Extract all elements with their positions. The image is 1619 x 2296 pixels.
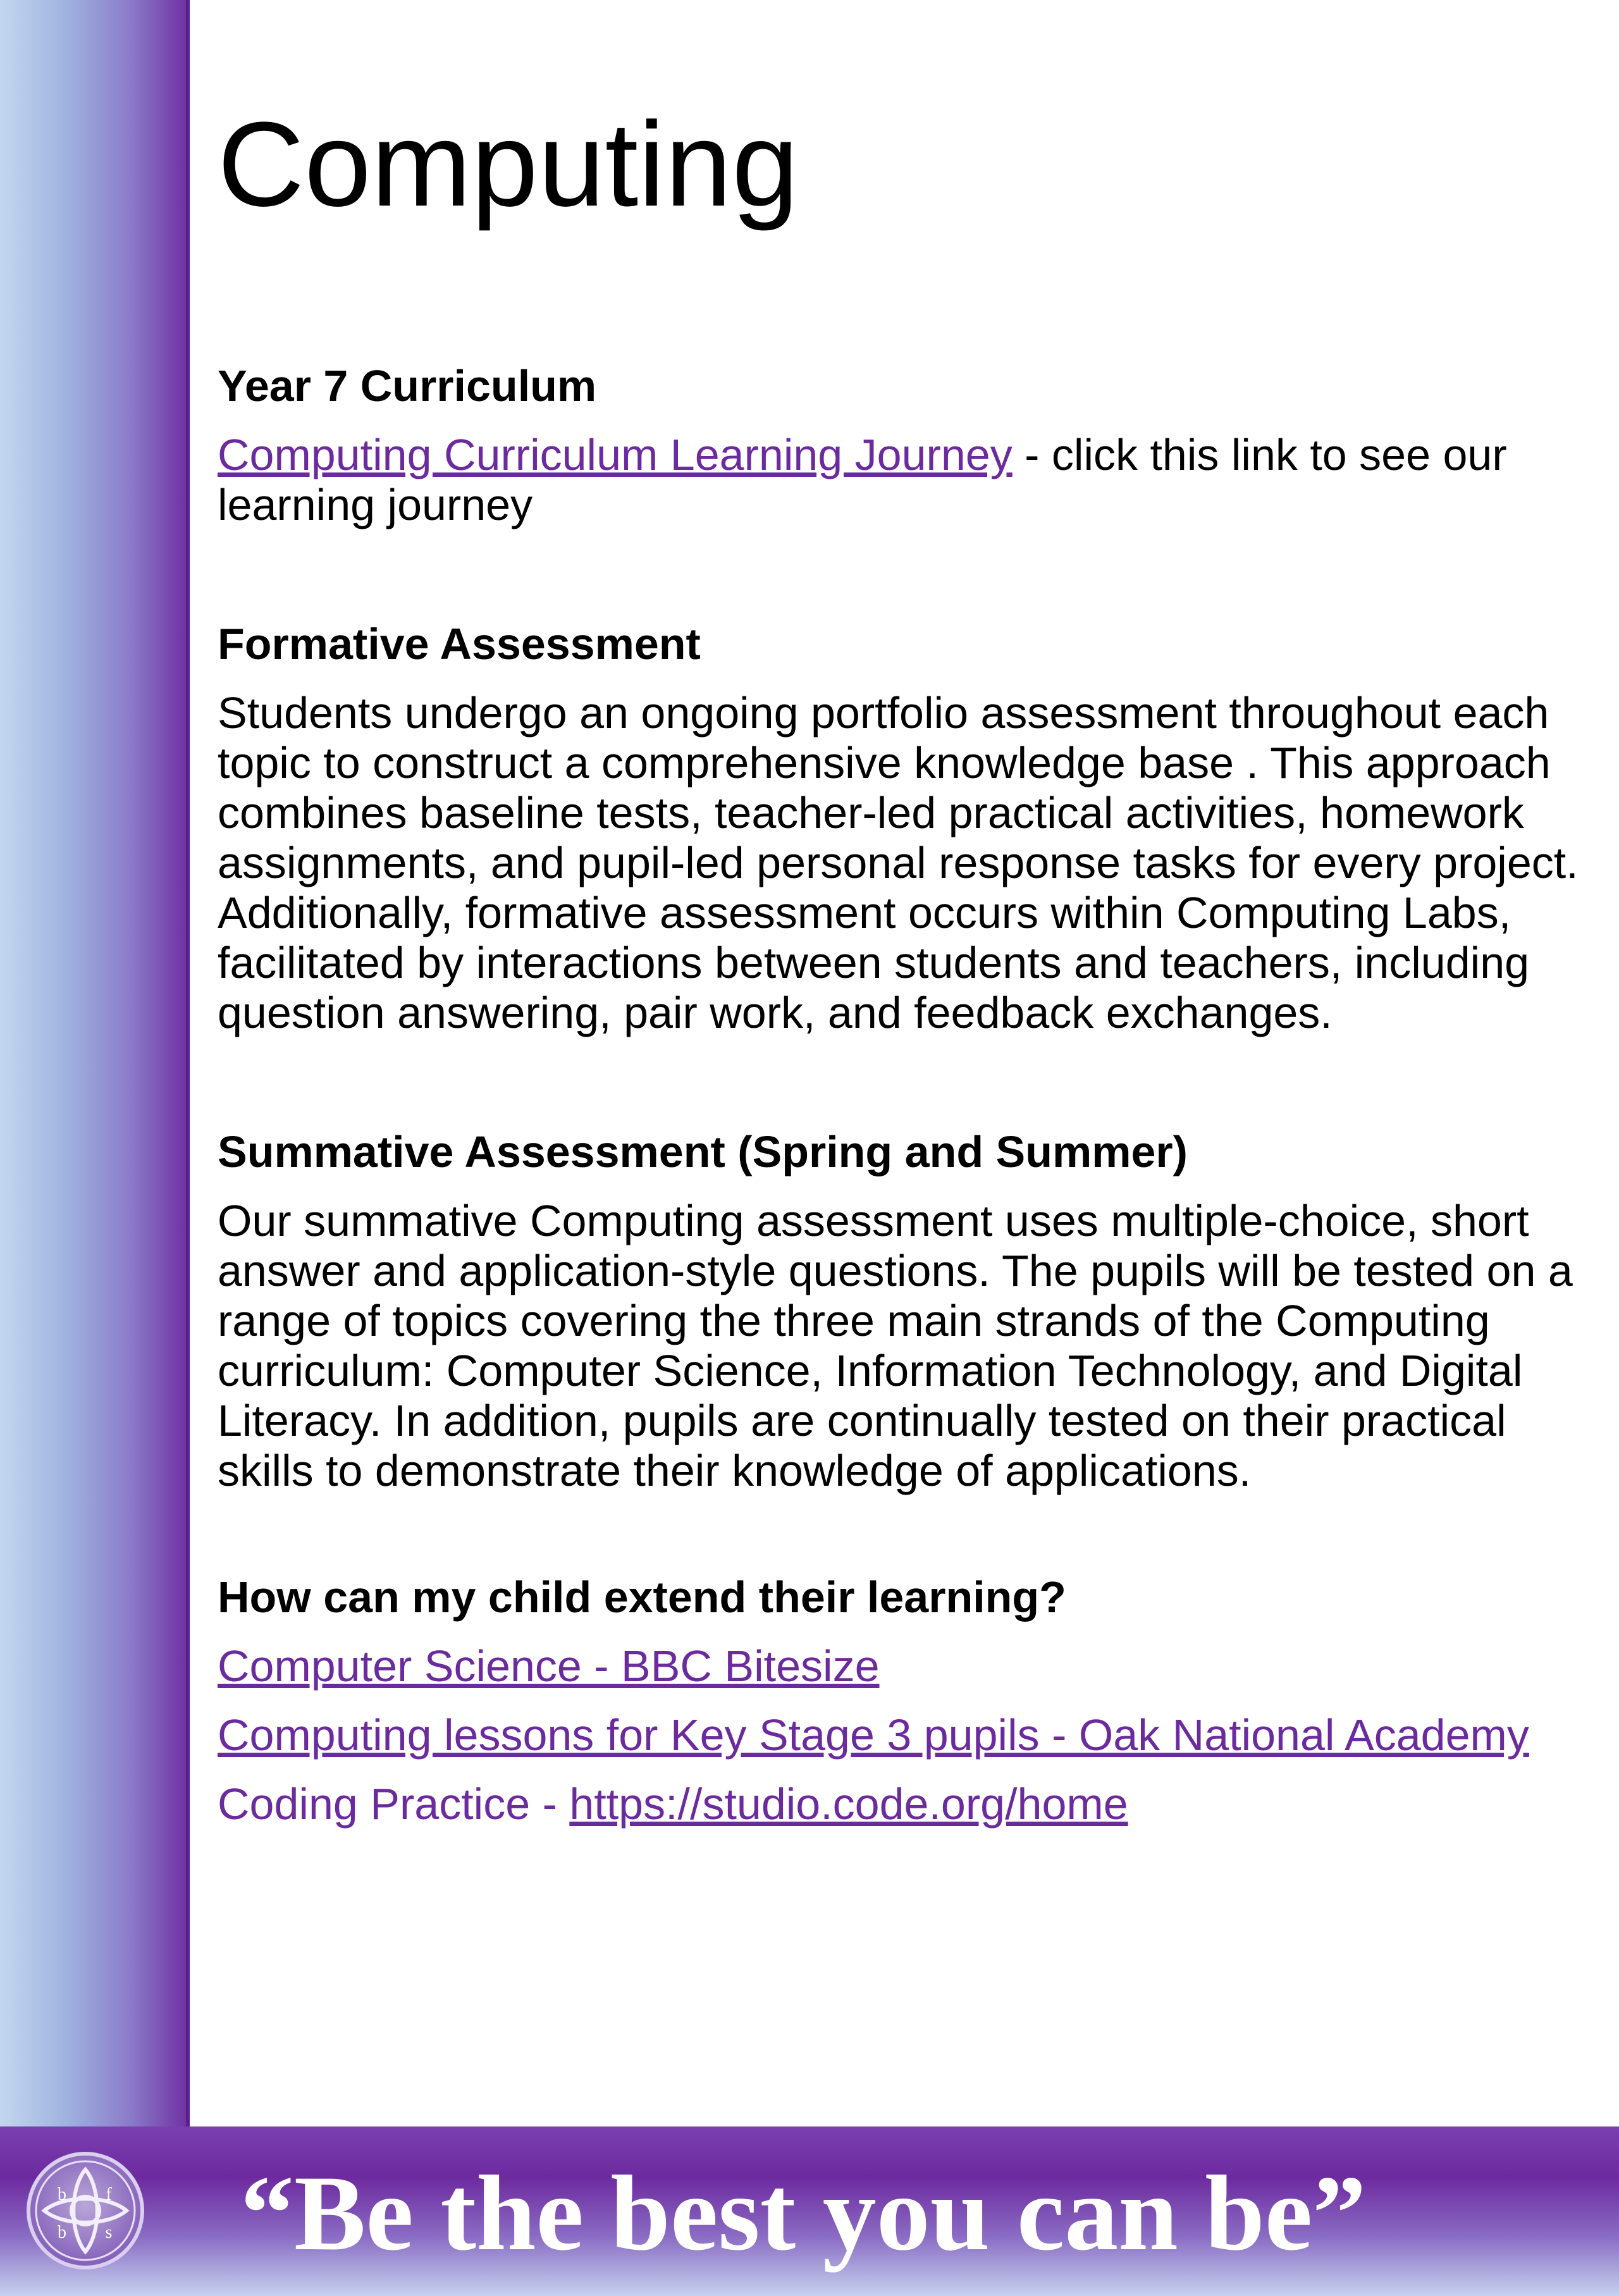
coding-row — [218, 1779, 1584, 1829]
section-curriculum — [218, 361, 1584, 530]
learning-journey-link[interactable]: Computing Curriculum Learning Journey — [218, 430, 1013, 479]
logo-letter-b2: b — [58, 2223, 66, 2242]
bbc-bitesize-link[interactable]: Computer Science - BBC Bitesize — [218, 1641, 880, 1691]
main-content — [218, 95, 1584, 1848]
learning-journey-suffix: - click this link to see our learning journey — [218, 430, 1507, 529]
code-org-link[interactable]: https://studio.code.org/home — [569, 1779, 1128, 1829]
summative-heading: Summative Assessment (Spring and Summer) — [218, 1127, 1188, 1176]
page-title: Computing — [218, 97, 799, 231]
extend-heading: How can my child extend their learning? — [218, 1572, 1066, 1622]
logo-letter-s: s — [105, 2223, 113, 2242]
school-motto: “Be the best you can be” — [240, 2154, 1367, 2273]
formative-heading: Formative Assessment — [218, 619, 701, 669]
formative-body: Students undergo an ongoing portfolio assessment throughout each topic to construct a comprehensive knowledge base . This approach combines baseline tests, teacher-led practical activities, homework assignments, and pupil-led personal response tasks for every project. Additionally, formative assessment occurs within Computing Labs, facilitated by interactions between students and teachers, including question answering, pair work, and feedback exchanges. — [218, 688, 1579, 1037]
curriculum-text — [218, 430, 1584, 530]
section-formative — [218, 619, 1584, 1038]
summative-body: Our summative Computing assessment uses multiple-choice, short answer and application-style questions. The pupils will be tested on a range of topics covering the three main strands of the Computing curriculum: Computer Science, Information Technology, and Digital Literacy. In addition, pupils are continually tested on their practical skills to demonstrate their knowledge of applications. — [218, 1196, 1573, 1495]
decorative-sidebar — [0, 0, 190, 2126]
section-summative — [218, 1126, 1584, 1496]
oak-academy-link[interactable]: Computing lessons for Key Stage 3 pupils - Oak National Academy — [218, 1710, 1529, 1760]
school-crest-icon — [25, 2151, 145, 2271]
section-extend — [218, 1572, 1584, 1829]
logo-letter-f: f — [106, 2185, 112, 2204]
curriculum-heading: Year 7 Curriculum — [218, 361, 597, 410]
sidebar-edge — [186, 0, 190, 2126]
footer-banner — [0, 2126, 1619, 2296]
oak-row — [218, 1710, 1584, 1760]
coding-practice-label: Coding Practice - — [218, 1779, 570, 1829]
bitesize-row — [218, 1641, 1584, 1691]
logo-letter-b1: b — [58, 2185, 66, 2204]
